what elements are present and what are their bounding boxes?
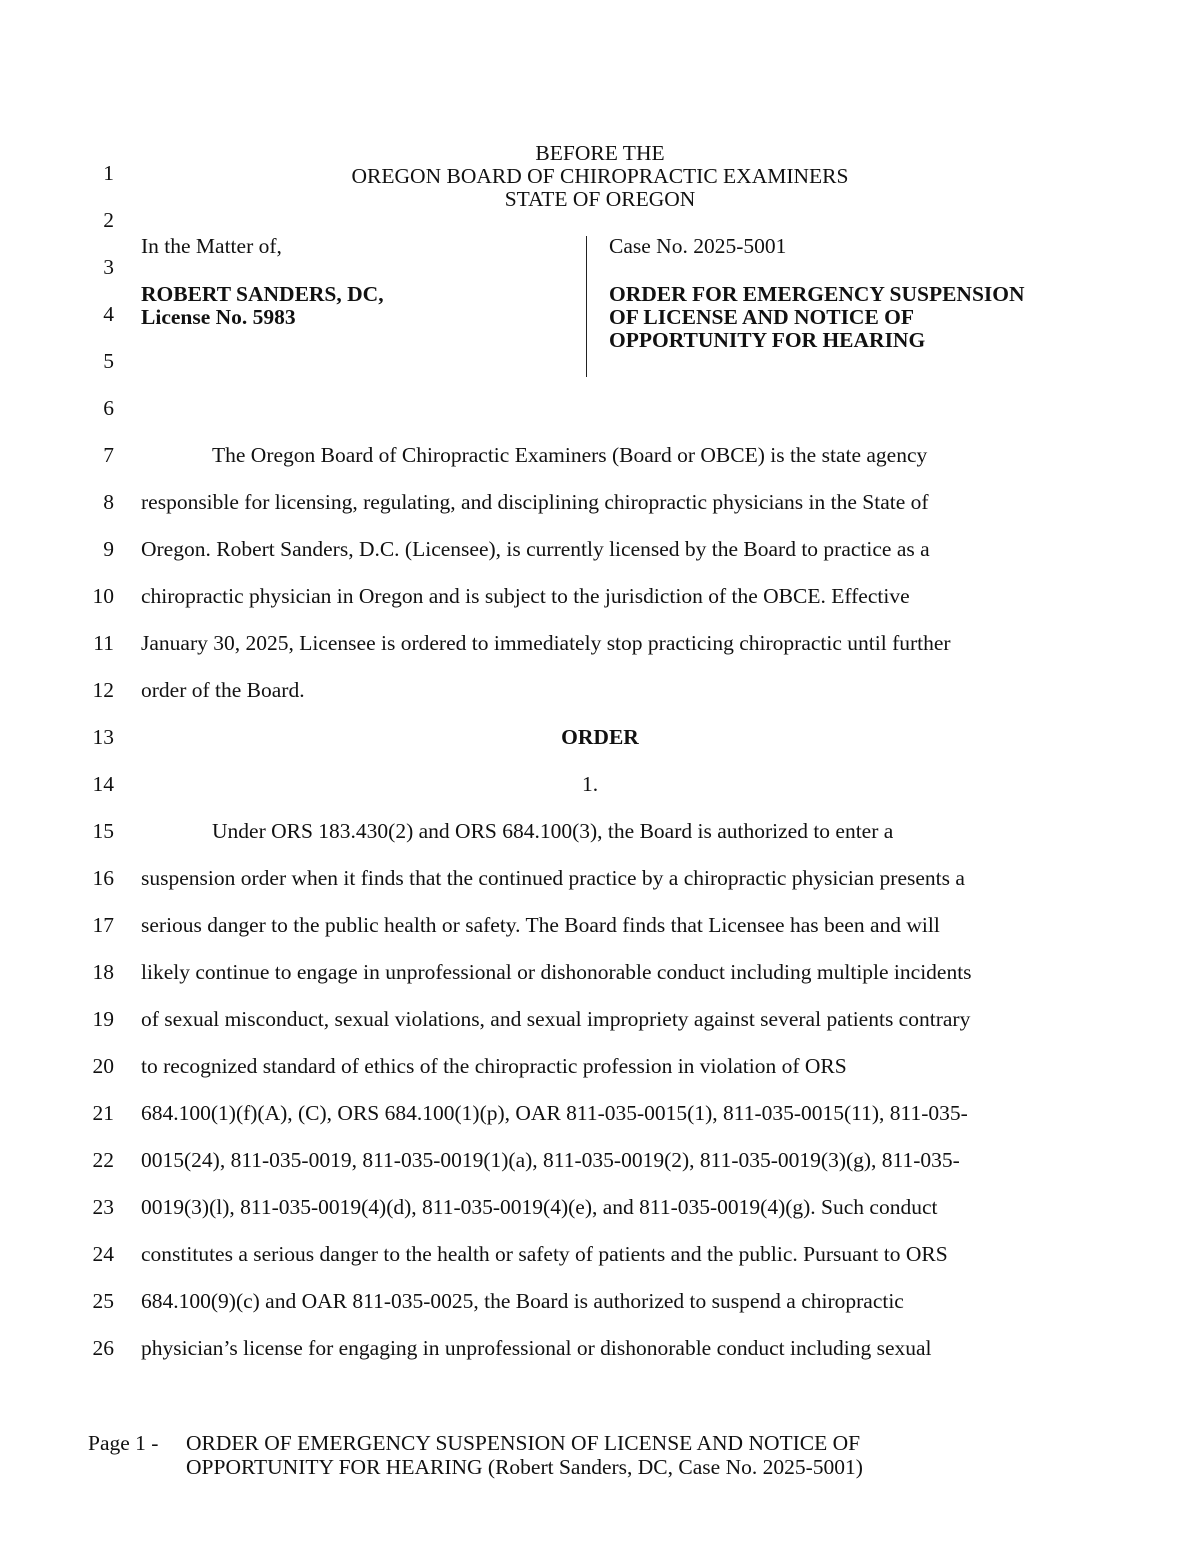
caption-case-number: Case No. 2025-5001	[609, 234, 787, 258]
header-board-name: OREGON BOARD OF CHIROPRACTIC EXAMINERS	[351, 164, 849, 188]
body-text-line: responsible for licensing, regulating, and disciplining chiropractic physicians in the State of	[141, 490, 929, 514]
caption-license: License No. 5983	[141, 305, 296, 329]
line-number: 13	[92, 725, 114, 749]
line-number: 22	[92, 1148, 114, 1172]
caption-divider	[586, 236, 587, 377]
body-text-line: suspension order when it finds that the continued practice by a chiropractic physician presents a	[141, 866, 965, 890]
body-text-line: Under ORS 183.430(2) and ORS 684.100(3), the Board is authorized to enter a	[212, 819, 894, 843]
body-text-line: physician’s license for engaging in unprofessional or dishonorable conduct including sexual	[141, 1336, 932, 1360]
line-number: 10	[92, 584, 114, 608]
line-number: 24	[92, 1242, 114, 1266]
line-number: 23	[92, 1195, 114, 1219]
line-number: 12	[92, 678, 114, 702]
body-text-line: chiropractic physician in Oregon and is subject to the jurisdiction of the OBCE. Effective	[141, 584, 910, 608]
caption-matter: In the Matter of,	[141, 234, 282, 258]
body-text-line: order of the Board.	[141, 678, 305, 702]
line-number: 26	[92, 1336, 114, 1360]
header-before-the: BEFORE THE	[535, 141, 665, 165]
body-text-line: 684.100(1)(f)(A), (C), ORS 684.100(1)(p), OAR 811-035-0015(1), 811-035-0015(11), 811-035-	[141, 1101, 968, 1125]
line-number: 25	[92, 1289, 114, 1313]
line-number: 7	[103, 443, 114, 467]
body-text-line: 0019(3)(l), 811-035-0019(4)(d), 811-035-0019(4)(e), and 811-035-0019(4)(g). Such conduct	[141, 1195, 938, 1219]
body-text-line: of sexual misconduct, sexual violations, and sexual impropriety against several patients contrary	[141, 1007, 971, 1031]
body-text-line: 0015(24), 811-035-0019, 811-035-0019(1)(a), 811-035-0019(2), 811-035-0019(3)(g), 811-035-	[141, 1148, 960, 1172]
line-number: 11	[93, 631, 114, 655]
line-number: 19	[92, 1007, 114, 1031]
body-text-line: constitutes a serious danger to the health or safety of patients and the public. Pursuant to ORS	[141, 1242, 948, 1266]
body-text-line: Oregon. Robert Sanders, D.C. (Licensee), is currently licensed by the Board to practice as a	[141, 537, 930, 561]
header-state: STATE OF OREGON	[504, 187, 696, 211]
order-heading: ORDER	[561, 725, 639, 749]
body-text-line: The Oregon Board of Chiropractic Examiners (Board or OBCE) is the state agency	[212, 443, 928, 467]
body-text-line: to recognized standard of ethics of the chiropractic profession in violation of ORS	[141, 1054, 847, 1078]
line-number: 14	[92, 772, 114, 796]
body-text-line: January 30, 2025, Licensee is ordered to immediately stop practicing chiropractic until further	[141, 631, 951, 655]
line-number: 4	[103, 302, 114, 326]
line-number: 20	[92, 1054, 114, 1078]
line-number: 21	[92, 1101, 114, 1125]
body-text-line: 684.100(9)(c) and OAR 811-035-0025, the Board is authorized to suspend a chiropractic	[141, 1289, 904, 1313]
line-number: 18	[92, 960, 114, 984]
caption-respondent-name: ROBERT SANDERS, DC,	[141, 282, 384, 306]
line-number: 16	[92, 866, 114, 890]
body-text-line: serious danger to the public health or safety. The Board finds that Licensee has been and will	[141, 913, 940, 937]
footer-title-line: OPPORTUNITY FOR HEARING (Robert Sanders, DC, Case No. 2025-5001)	[186, 1455, 863, 1479]
caption-order-title-line: OF LICENSE AND NOTICE OF	[609, 305, 915, 329]
footer-page-label: Page 1 -	[88, 1431, 159, 1455]
caption-order-title-line: OPPORTUNITY FOR HEARING	[609, 328, 926, 352]
line-number: 6	[103, 396, 114, 420]
section-number: 1.	[581, 772, 599, 796]
caption-order-title-line: ORDER FOR EMERGENCY SUSPENSION	[609, 282, 1025, 306]
line-number: 8	[103, 490, 114, 514]
line-number: 3	[103, 255, 114, 279]
footer-title-line: ORDER OF EMERGENCY SUSPENSION OF LICENSE AND NOTICE OF	[186, 1431, 861, 1455]
line-number: 9	[103, 537, 114, 561]
line-number: 5	[103, 349, 114, 373]
line-number: 17	[92, 913, 114, 937]
body-text-line: likely continue to engage in unprofessional or dishonorable conduct including multiple incidents	[141, 960, 972, 984]
line-number: 1	[103, 161, 114, 185]
line-number: 2	[103, 208, 114, 232]
line-number: 15	[92, 819, 114, 843]
